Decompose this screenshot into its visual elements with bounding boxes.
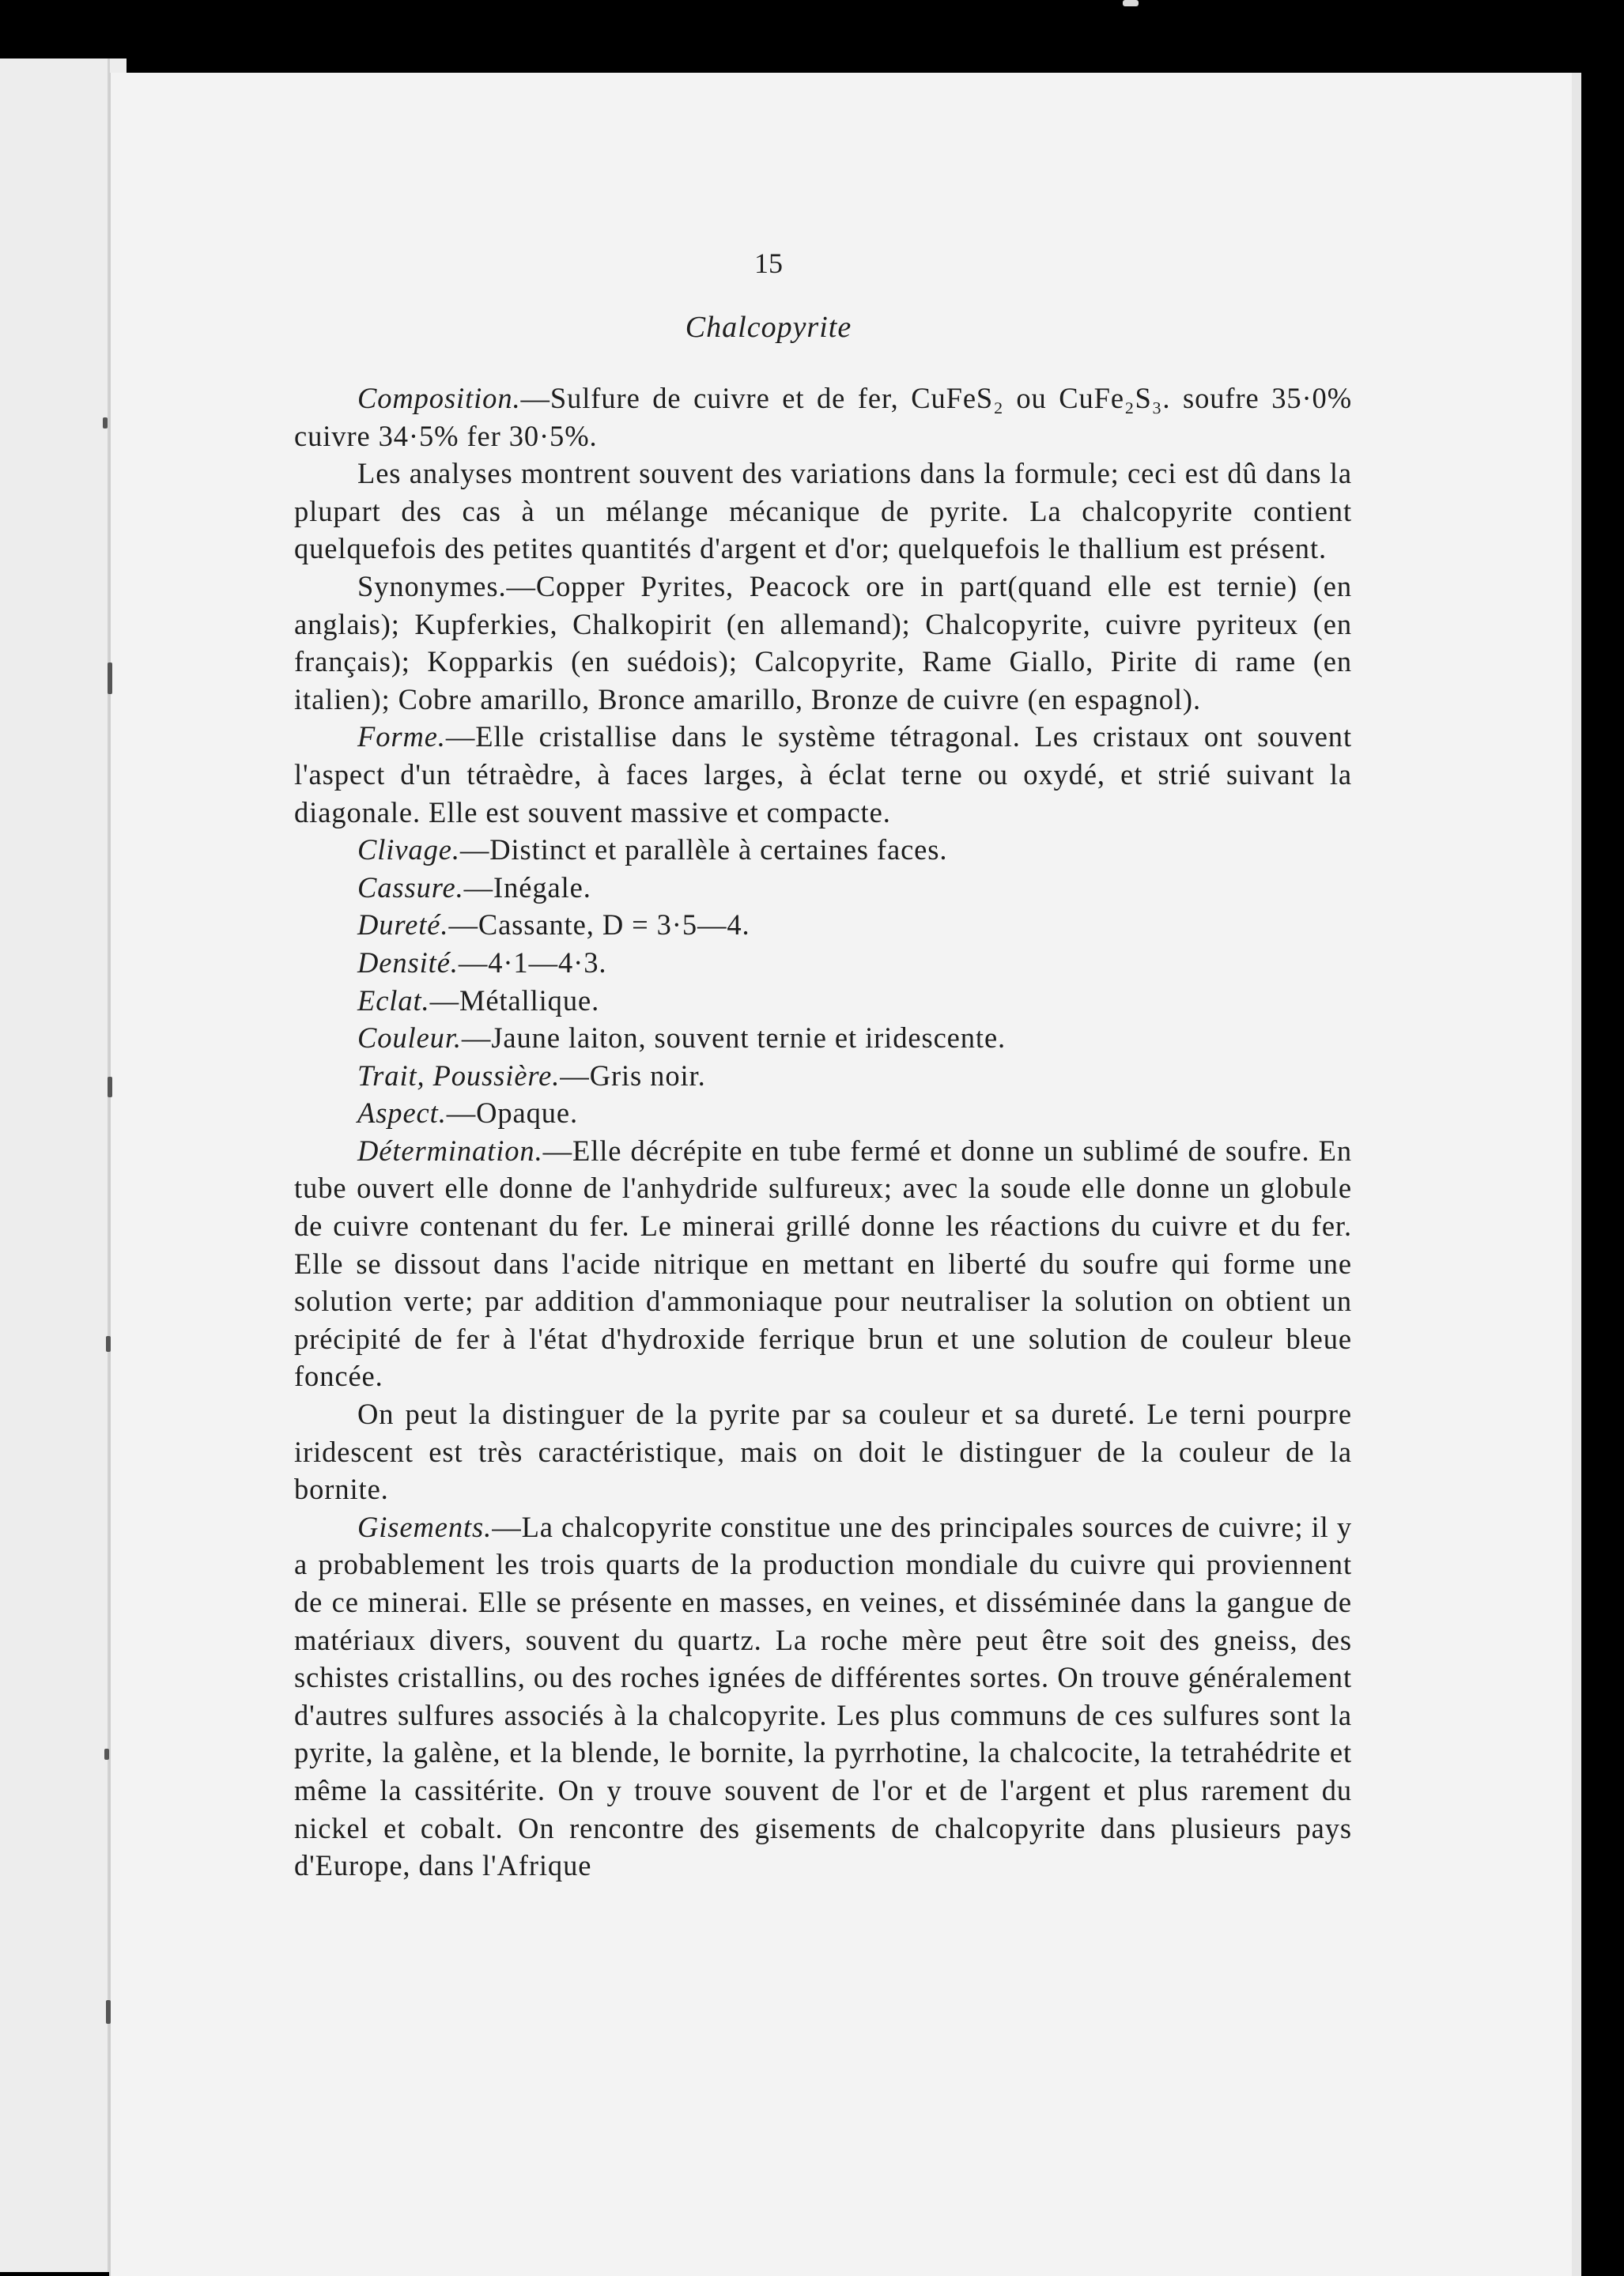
margin-mark	[108, 1077, 112, 1097]
paragraph-analyses: Les analyses montrent souvent des variations dans la formule; ceci est dû dans la plupart des cas à un mélange mécanique de pyrite. La chalcopyrite contient quelquefois des petites quantités d'argent et d'or; quelquefois le thallium est présent.	[294, 457, 1352, 565]
paragraph-densite	[294, 944, 1352, 982]
scan-artifact	[1123, 0, 1139, 6]
couleur-label: Couleur.	[357, 1021, 462, 1055]
page-title: Chalcopyrite	[685, 311, 852, 344]
forme-text: —Elle cristallise dans le système tétragonal. Les cristaux ont souvent l'aspect d'un tétraèdre, à faces larges, à éclat terne ou oxydé, et strié suivant la diagonale. Elle est souvent massive et compacte.	[294, 720, 1352, 828]
paragraph-gisements	[294, 1508, 1352, 1885]
clivage-text: —Distinct et parallèle à certaines faces.	[459, 833, 948, 866]
paragraph-forme	[294, 718, 1352, 831]
densite-text: —4·1—4·3.	[458, 946, 607, 979]
margin-mark	[106, 1336, 111, 1352]
paragraph-couleur	[294, 1019, 1352, 1057]
composition-text: —Sulfure de cuivre et de fer, CuFeS₂ ou CuFe₂S₃. soufre 35·0% cuivre 34·5% fer 30·5%.	[294, 382, 1352, 452]
margin-mark	[108, 662, 112, 694]
cassure-text: —Inégale.	[463, 870, 591, 904]
paragraph-composition	[294, 379, 1352, 455]
durete-text: —Cassante, D = 3·5—4.	[448, 908, 750, 942]
trait-text: —Gris noir.	[560, 1059, 706, 1092]
forme-label: Forme.	[357, 720, 446, 753]
paragraph-durete	[294, 906, 1352, 944]
paragraph-distinguer: On peut la distinguer de la pyrite par sa couleur et sa dureté. Le terni pourpre iridescent est très caractéristique, mais on doit le distinguer de la couleur de la bornite.	[294, 1398, 1352, 1506]
page-number: 15	[754, 247, 783, 279]
margin-marks	[95, 0, 127, 2276]
paragraph-aspect	[294, 1094, 1352, 1132]
margin-mark	[106, 2000, 111, 2024]
eclat-label: Eclat.	[357, 983, 430, 1017]
gisements-text: —La chalcopyrite constitue une des principales sources de cuivre; il y a probablement les trois quarts de la production mondiale du cuivre qui proviennent de ce minerai. Elle se présente en masses, en veines, et disséminée dans la gangue de matériaux divers, souvent du quartz. La roche mère peut être soit des gneiss, des schistes cristallins, ou des roches ignées de différentes sortes. On trouve généralement d'autres sulfures associés à la chalcopyrite. Les plus communs de ces sulfures sont la pyrite, la galène, et la blende, le bornite, la pyrrhotine, la chalcocite, la tetrahédrite et même la cassitérite. On y trouve souvent de l'or et de l'argent et plus rarement du nickel et cobalt. On rencontre des gisements de chalcopyrite dans plusieurs pays d'Europe, dans l'Afrique	[294, 1510, 1352, 1882]
durete-label: Dureté.	[357, 908, 449, 942]
clivage-label: Clivage.	[357, 833, 460, 866]
paragraph-synonymes: Synonymes.—Copper Pyrites, Peacock ore in part(quand elle est ternie) (en anglais); Kupferkies, Chalkopirit (en allemand); Chalcopyrite, cuivre pyriteux (en français); Kopparkis (en suédois); Calcopyrite, Rame Giallo, Pirite di rame (en italien); Cobre amarillo, Bronce amarillo, Bronze de cuivre (en espagnol).	[294, 569, 1352, 715]
densite-label: Densité.	[357, 946, 459, 979]
cassure-label: Cassure.	[357, 870, 464, 904]
margin-mark	[103, 417, 108, 428]
aspect-text: —Opaque.	[446, 1096, 579, 1130]
couleur-text: —Jaune laiton, souvent ternie et iridescente.	[461, 1021, 1007, 1055]
determination-text: —Elle décrépite en tube fermé et donne un sublimé de soufre. En tube ouvert elle donne de l'anhydride sulfureux; avec la soude elle donne un globule de cuivre contenant du fer. Le minerai grillé donne les réactions du cuivre et du fer. Elle se dissout dans l'acide nitrique en mettant en liberté du soufre qui forme une solution verte; par addition d'ammoniaque pour neutraliser la solution on obtient un précipité de fer à l'état d'hydroxide ferrique brun et une solution de couleur bleue foncée.	[294, 1134, 1352, 1393]
eclat-text: —Métallique.	[429, 983, 600, 1017]
paragraph-cassure	[294, 869, 1352, 907]
aspect-label: Aspect.	[357, 1096, 447, 1130]
paragraph-clivage	[294, 831, 1352, 869]
paragraph-trait	[294, 1057, 1352, 1095]
determination-label: Détermination.	[357, 1134, 543, 1167]
body-text	[294, 379, 1352, 1885]
gisements-label: Gisements.	[357, 1510, 493, 1543]
composition-label: Composition.	[357, 382, 521, 414]
paragraph-eclat	[294, 982, 1352, 1020]
page-right-edge	[1572, 73, 1581, 2276]
margin-mark	[104, 1749, 109, 1760]
trait-label: Trait, Poussière.	[357, 1059, 561, 1092]
paragraph-determination	[294, 1132, 1352, 1395]
